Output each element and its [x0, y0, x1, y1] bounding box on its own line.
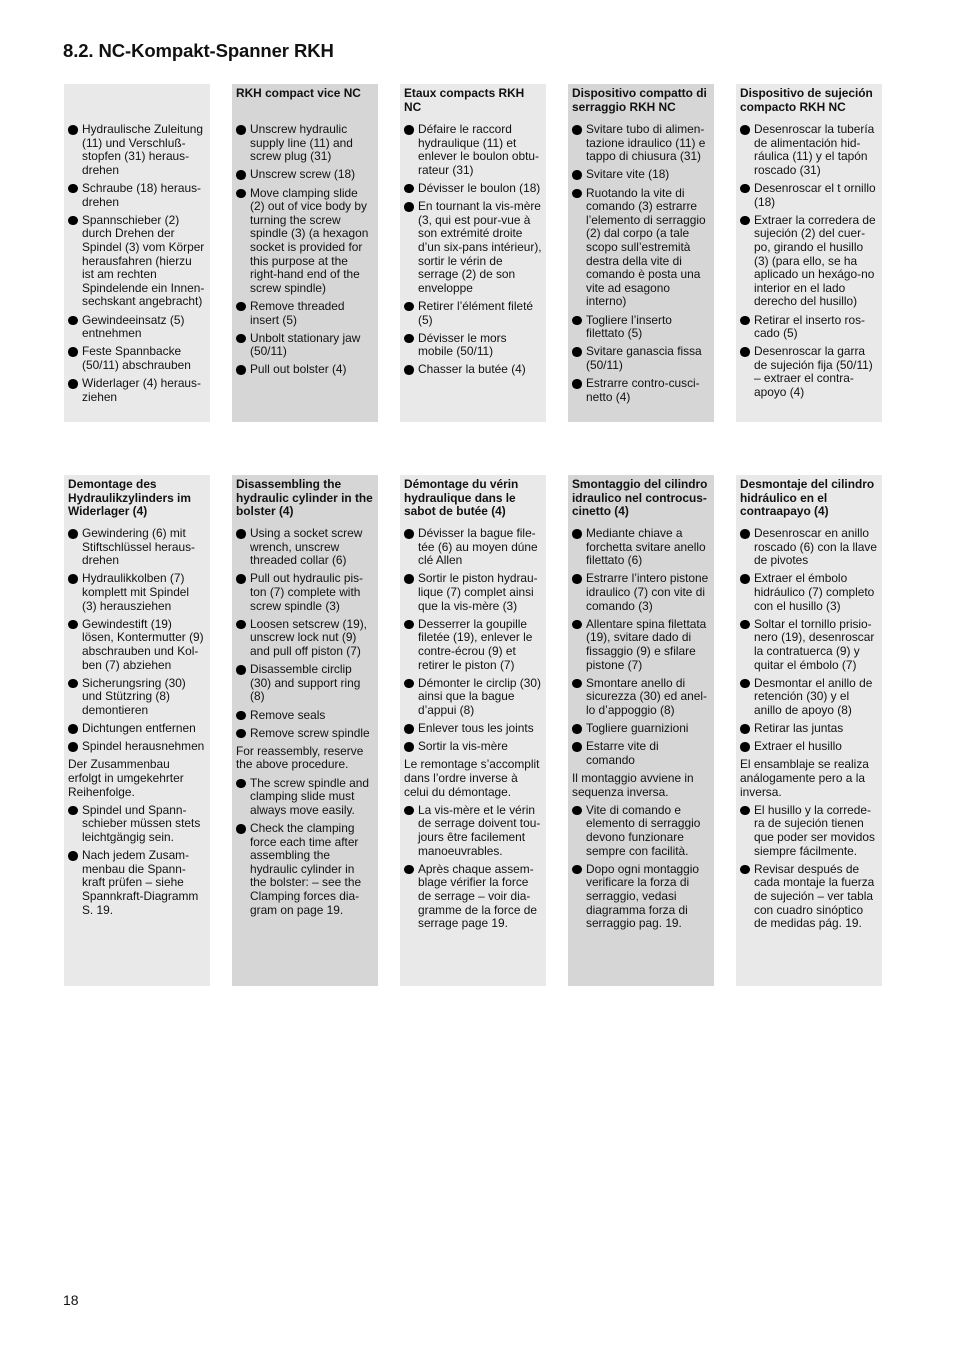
instruction-step: Desmontar el anillo de retención (30) y el anillo de apoyo (8) — [740, 677, 878, 718]
instruction-list — [740, 804, 878, 931]
instruction-step: Gewindeeinsatz (5) entnehmen — [68, 314, 206, 341]
column-body — [740, 527, 878, 931]
column-german — [64, 84, 210, 422]
column-heading: Smontaggio del cilindro idraulico nel controcus-cinetto (4) — [572, 478, 708, 519]
column-body — [236, 123, 374, 377]
instruction-step: Spindel herausnehmen — [68, 740, 206, 754]
column-english — [232, 84, 378, 422]
instruction-note: For reassembly, reserve the above procedure. — [236, 743, 364, 772]
instruction-step: The screw spindle and clamping slide must always move easily. — [236, 777, 374, 818]
instruction-step: Check the clamping force each time after assembling the hydraulic cylinder in the bolster: – see the Clamping forces dia-gram on page 19. — [236, 822, 374, 917]
instruction-step: Hydraulische Zuleitung (11) und Verschluß-stopfen (31) heraus-drehen — [68, 123, 206, 177]
instruction-step: Sortir le piston hydrau-lique (7) complet ainsi que la vis-mère (3) — [404, 572, 542, 613]
instruction-list — [68, 804, 206, 917]
column-heading: Dispositivo compatto di serraggio RKH NC — [572, 87, 707, 114]
instruction-step: Soltar el tornillo prisio-nero (19), desenroscar la contratuerca (9) y quitar el émbolo (7) — [740, 618, 878, 672]
instruction-step: Remove seals — [236, 709, 374, 723]
column-french — [400, 84, 546, 422]
column-body — [68, 527, 206, 917]
page-number: 18 — [63, 1292, 79, 1308]
instruction-step: Hydraulikkolben (7) komplett mit Spindel (3) herausziehen — [68, 572, 206, 613]
instruction-step: Svitare vite (18) — [572, 168, 710, 182]
column-heading: Desmontaje del cilindro hidráulico en el contraapayo (4) — [740, 478, 875, 519]
instruction-step: Défaire le raccord hydraulique (11) et enlever le boulon obtu-rateur (31) — [404, 123, 542, 177]
instruction-step: Revisar después de cada montaje la fuerza de sujeción – ver tabla con cuadro sinóptico de medidas pág. 19. — [740, 863, 878, 931]
instruction-note: El ensamblaje se realiza análogamente pero a la inversa. — [740, 757, 869, 799]
instruction-step: Pull out hydraulic pis-ton (7) complete with screw spindle (3) — [236, 572, 374, 613]
column-body — [572, 527, 710, 931]
instruction-list — [404, 527, 542, 754]
instruction-step: Allentare spina filettata (19), svitare dado di fissaggio (9) e sfilare pistone (7) — [572, 618, 710, 672]
instruction-step: Gewindestift (19) lösen, Kontermutter (9) abschrauben und Kol-ben (7) abziehen — [68, 618, 206, 672]
column-spanish — [736, 84, 882, 422]
instruction-step: Estrarre l’intero pistone idraulico (7) con vite di comando (3) — [572, 572, 710, 613]
instruction-step: Vite di comando e elemento di serraggio devono funzionare sempre con facilità. — [572, 804, 710, 858]
instruction-list — [572, 804, 710, 931]
column-spanish — [736, 475, 882, 986]
instruction-step: Svitare tubo di alimen-tazione idraulico (11) e tappo di chiusura (31) — [572, 123, 710, 164]
instruction-step: Extraer el émbolo hidráulico (7) completo con el husillo (3) — [740, 572, 878, 613]
instruction-step: Togliere l’inserto filettato (5) — [572, 314, 710, 341]
instruction-step: Remove threaded insert (5) — [236, 300, 374, 327]
instruction-step: Dévisser le boulon (18) — [404, 182, 542, 196]
instruction-step: Dévisser le mors mobile (50/11) — [404, 332, 542, 359]
instruction-step: Extraer el husillo — [740, 740, 878, 754]
instruction-step: Desenroscar el t ornillo (18) — [740, 182, 878, 209]
instruction-list — [404, 123, 542, 377]
instruction-step: Estrarre contro-cusci-netto (4) — [572, 377, 710, 404]
instruction-step: Extraer la corredera de sujeción (2) del cuer-po, girando el husillo (3) (para ello, se ha aplicado un hexágo-no interior en el lado derecho del husillo) — [740, 214, 878, 309]
instruction-step: Sicherungsring (30) und Stützring (8) demontieren — [68, 677, 206, 718]
instruction-step: En tournant la vis-mère (3, qui est pour-vue à son extrémité droite d’un six-pans intérieur), sortir le vérin de serrage (2) de son enveloppe — [404, 200, 542, 295]
column-body — [236, 527, 374, 917]
instruction-step: Widerlager (4) heraus-ziehen — [68, 377, 206, 404]
column-heading: Démontage du vérin hydraulique dans le sabot de butée (4) — [404, 478, 519, 519]
instruction-step: Svitare ganascia fissa (50/11) — [572, 345, 710, 372]
column-body — [740, 123, 878, 400]
instruction-step: Remove screw spindle — [236, 727, 374, 741]
instruction-step: Unbolt stationary jaw (50/11) — [236, 332, 374, 359]
instruction-list — [740, 123, 878, 400]
instruction-note: Il montaggio avviene in sequenza inversa. — [572, 771, 694, 799]
instruction-list — [68, 123, 206, 404]
instruction-step: Sortir la vis-mère — [404, 740, 542, 754]
instruction-note: Der Zusammenbau erfolgt in umgekehrter Reihenfolge. — [68, 757, 184, 799]
instruction-step: Desenroscar en anillo roscado (6) con la llave de pivotes — [740, 527, 878, 568]
instruction-step: Retirar las juntas — [740, 722, 878, 736]
instruction-step: Unscrew hydraulic supply line (11) and screw plug (31) — [236, 123, 374, 164]
instruction-step: Chasser la butée (4) — [404, 363, 542, 377]
column-italian — [568, 475, 714, 986]
instruction-step: Dichtungen entfernen — [68, 722, 206, 736]
instruction-step: Desenroscar la garra de sujeción fija (50/11) – extraer el contra-apoyo (4) — [740, 345, 878, 399]
instruction-step: Feste Spannbacke (50/11) abschrauben — [68, 345, 206, 372]
instruction-step: Loosen setscrew (19), unscrew lock nut (9) and pull off piston (7) — [236, 618, 374, 659]
instruction-step: Schraube (18) heraus-drehen — [68, 182, 206, 209]
column-heading: RKH compact vice NC — [236, 87, 361, 100]
instruction-step: Using a socket screw wrench, unscrew threaded collar (6) — [236, 527, 374, 568]
instruction-list — [404, 804, 542, 931]
page-title: 8.2. NC-Kompakt-Spanner RKH — [63, 40, 334, 61]
column-heading: Demontage des Hydraulikzylinders im Widerlager (4) — [68, 478, 191, 519]
column-body — [404, 123, 542, 377]
instruction-step: Spindel und Spann-schieber müssen stets leichtgängig sein. — [68, 804, 206, 845]
column-body — [572, 123, 710, 404]
instruction-step: Togliere guarnizioni — [572, 722, 710, 736]
instruction-list — [236, 123, 374, 377]
column-body — [68, 123, 206, 404]
column-heading: Etaux compacts RKH NC — [404, 87, 525, 114]
instruction-list — [236, 527, 374, 740]
instruction-step: Dopo ogni montaggio verificare la forza di serraggio, vedasi diagramma forza di serraggio pag. 19. — [572, 863, 710, 931]
instruction-list — [572, 123, 710, 404]
instruction-step: Unscrew screw (18) — [236, 168, 374, 182]
column-french — [400, 475, 546, 986]
instruction-step: Ruotando la vite di comando (3) estrarre l’elemento di serraggio (2) dal corpo (a tale scopo sull’estremità destra della vite di comando è posta una vite ad esagono interno) — [572, 187, 710, 309]
instruction-list — [68, 527, 206, 754]
section-rkh-removal — [64, 84, 890, 422]
instruction-step: Disassemble circlip (30) and support ring (8) — [236, 663, 374, 704]
instruction-step: Move clamping slide (2) out of vice body by turning the screw spindle (3) (a hexagon socket is provided for this purpose at the right-hand end of the screw spindle) — [236, 187, 374, 296]
instruction-step: Estarre vite di comando — [572, 740, 710, 767]
column-heading: Dispositivo de sujeción compacto RKH NC — [740, 87, 873, 114]
instruction-step: El husillo y la correde-ra de sujeción tienen que poder ser movidos siempre fácilmente. — [740, 804, 878, 858]
section-hydraulic-cylinder — [64, 475, 890, 986]
instruction-step: Smontare anello di sicurezza (30) ed anel-lo d’appoggio (8) — [572, 677, 710, 718]
column-italian — [568, 84, 714, 422]
column-german — [64, 475, 210, 986]
column-heading: Disassembling the hydraulic cylinder in the bolster (4) — [236, 478, 373, 519]
instruction-step: Desserrer la goupille filetée (19), enlever le contre-écrou (9) et retirer le piston (7) — [404, 618, 542, 672]
instruction-step: Mediante chiave a forchetta svitare anello filettato (6) — [572, 527, 710, 568]
instruction-step: Retirer l’élément fileté (5) — [404, 300, 542, 327]
instruction-note: Le remontage s’accomplit dans l’ordre inverse à celui du démontage. — [404, 757, 540, 799]
instruction-step: Après chaque assem-blage vérifier la force de serrage – voir dia-gramme de la force de serrage page 19. — [404, 863, 542, 931]
instruction-step: Pull out bolster (4) — [236, 363, 374, 377]
column-english — [232, 475, 378, 986]
instruction-step: Dévisser la bague file-tée (6) au moyen dúne clé Allen — [404, 527, 542, 568]
instruction-step: Démonter le circlip (30) ainsi que la bague d’appui (8) — [404, 677, 542, 718]
instruction-list — [740, 527, 878, 754]
instruction-step: Nach jedem Zusam-menbau die Spann-kraft prüfen – siehe Spannkraft-Diagramm S. 19. — [68, 849, 206, 917]
instruction-step: La vis-mère et le vérin de serrage doivent tou-jours être facilement manoeuvrables. — [404, 804, 542, 858]
instruction-step: Desenroscar la tubería de alimentación hid-ráulica (11) y el tapón roscado (31) — [740, 123, 878, 177]
column-heading — [68, 87, 206, 123]
instruction-list — [572, 527, 710, 767]
instruction-step: Enlever tous les joints — [404, 722, 542, 736]
instruction-list — [236, 777, 374, 918]
column-body — [404, 527, 542, 931]
instruction-step: Retirar el inserto ros-cado (5) — [740, 314, 878, 341]
instruction-step: Gewindering (6) mit Stiftschlüssel heraus-drehen — [68, 527, 206, 568]
instruction-step: Spannschieber (2) durch Drehen der Spindel (3) vom Körper herausfahren (hierzu ist am rechten Spindelende ein Innen-sechskant angebracht) — [68, 214, 206, 309]
